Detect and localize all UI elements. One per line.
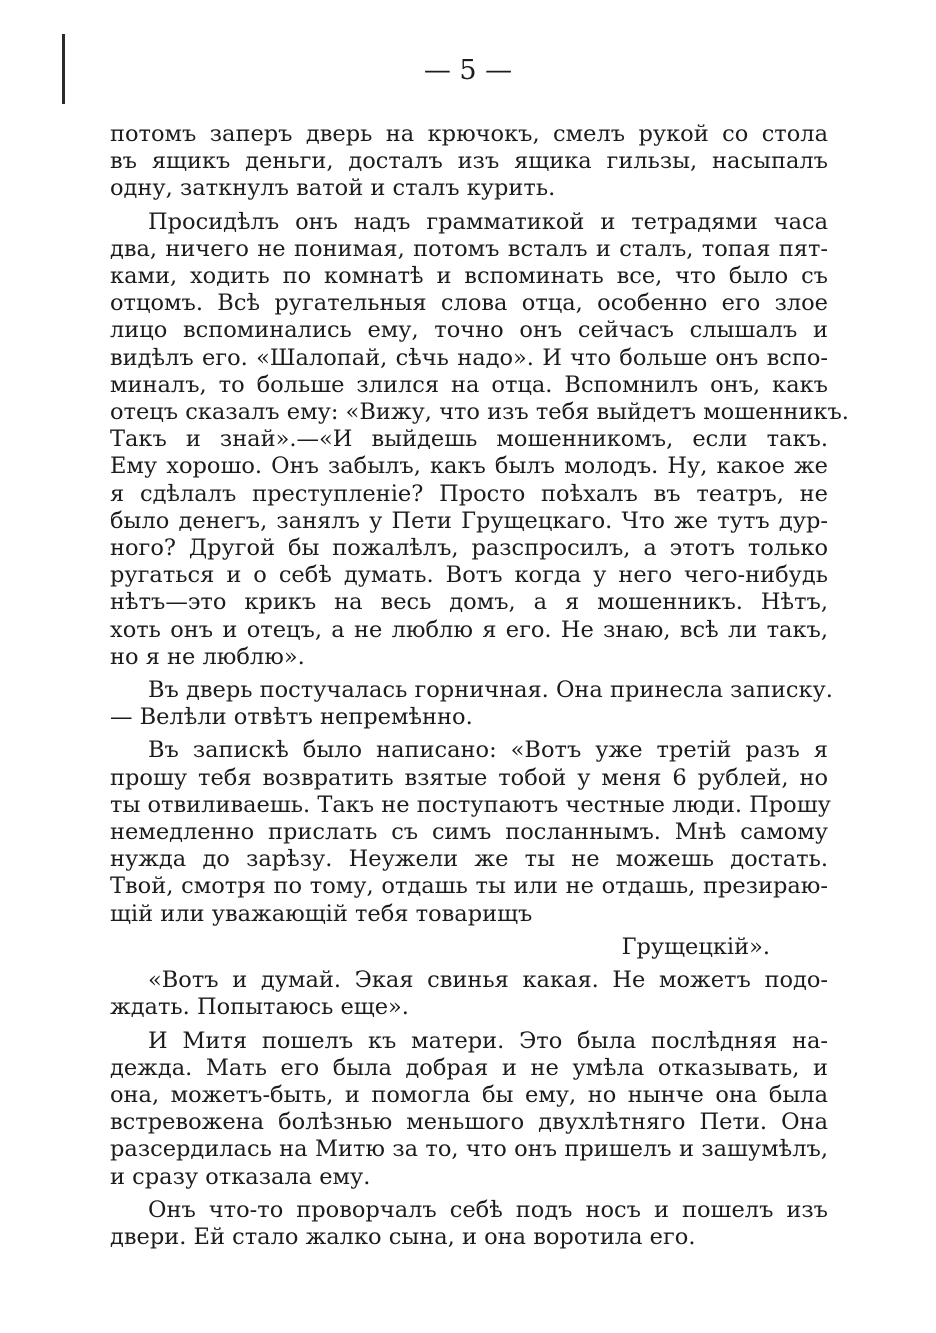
text-line: ками, ходить по комнатѣ и вспоминать все, что было съ	[110, 263, 828, 290]
text-line: Онъ что-то проворчалъ себѣ подъ носъ и пошелъ изъ	[148, 1196, 828, 1223]
text-line: встревожена болѣзнью меньшого двухлѣтняго Пети. Она	[110, 1109, 828, 1136]
text-line: миналъ, то больше злился на отца. Вспомнилъ онъ, какъ	[110, 371, 828, 398]
text-line: нужда до зарѣзу. Неужели же ты не можешь достать.	[110, 846, 828, 873]
paragraph	[110, 737, 831, 927]
text-line: одну, заткнулъ ватой и сталъ курить.	[110, 175, 556, 202]
text-line: Въ запискѣ было написано: «Вотъ уже третій разъ я	[148, 737, 828, 764]
paragraph	[110, 677, 833, 731]
text-line: было денегъ, занялъ у Пети Грущецкаго. Что же тутъ дур-	[110, 507, 828, 534]
text-line: немедленно прислать съ симъ посланнымъ. Мнѣ самому	[110, 819, 828, 846]
paragraph	[110, 1028, 828, 1191]
text-line: ждать. Попытаюсь еще».	[110, 994, 409, 1021]
text-line: щій или уважающій тебя товарищъ	[110, 900, 533, 927]
text-line: лицо вспоминались ему, точно онъ сейчасъ слышалъ и	[110, 317, 828, 344]
text-line: разсердилась на Митю за то, что онъ пришелъ и зашумѣлъ,	[110, 1136, 828, 1163]
text-line: И Митя пошелъ къ матери. Это была послѣдняя на-	[148, 1027, 828, 1054]
text-line: «Вотъ и думай. Экая свинья какая. Не можетъ подо-	[148, 967, 828, 994]
paragraph	[110, 121, 828, 203]
paragraph	[110, 967, 828, 1021]
text-line: потомъ заперъ дверь на крючокъ, смелъ рукой со стола	[110, 121, 828, 147]
text-line: въ ящикъ деньги, досталъ изъ ящика гильзы, насыпалъ	[110, 148, 828, 175]
text-line: отецъ сказалъ ему: «Вижу, что изъ тебя выйдетъ мошенникъ.	[110, 399, 849, 426]
paragraph	[110, 1197, 828, 1251]
text-line: Такъ и знай».—«И выйдешь мошенникомъ, если такъ.	[110, 426, 828, 453]
text-line: два, ничего не понимая, потомъ всталъ и сталъ, топая пят-	[110, 235, 828, 262]
text-line: Въ дверь постучалась горничная. Она принесла записку.	[148, 677, 833, 704]
body-text	[110, 121, 849, 1257]
text-line: Твой, смотря по тому, отдашь ты или не отдашь, презираю-	[110, 873, 828, 900]
text-line: отцомъ. Всѣ ругательныя слова отца, особенно его злое	[110, 290, 828, 317]
text-line: нѣтъ—это крикъ на весь домъ, а я мошенникъ. Нѣтъ,	[110, 589, 828, 616]
text-line: — Велѣли отвѣтъ непремѣнно.	[110, 704, 473, 731]
text-line: ты отвиливаешь. Такъ не поступаютъ честные люди. Прошу	[110, 791, 831, 818]
page-number: — 5 —	[423, 55, 513, 86]
signature: Грущецкій».	[621, 933, 770, 960]
text-line: Ему хорошо. Онъ забылъ, какъ былъ молодъ. Ну, какое же	[110, 453, 828, 480]
text-line: хоть онъ и отецъ, а не люблю я его. Не знаю, всѣ ли такъ,	[110, 616, 828, 643]
text-line: видѣлъ его. «Шалопай, сѣчь надо». И что больше онъ вспо-	[110, 344, 828, 371]
text-line: двери. Ей стало жалко сына, и она воротила его.	[110, 1223, 696, 1250]
text-line: прошу тебя возвратить взятые тобой у меня 6 рублей, но	[110, 764, 828, 791]
text-line: но я не люблю».	[110, 643, 305, 670]
text-line: ного? Другой бы пожалѣлъ, разспросилъ, а этотъ только	[110, 535, 828, 562]
text-line: и сразу отказала ему.	[110, 1163, 371, 1190]
text-line: ругаться и о себѣ думать. Вотъ когда у него чего-нибудь	[110, 562, 828, 589]
text-line: Просидѣлъ онъ надъ грамматикой и тетрадями часа	[148, 208, 828, 235]
paragraph	[110, 208, 849, 671]
text-line: я сдѣлалъ преступленіе? Просто поѣхалъ въ театръ, не	[110, 480, 828, 507]
text-line: она, можетъ-быть, и помогла бы ему, но нынче она была	[110, 1081, 828, 1108]
text-line: дежда. Мать его была добрая и не умѣла отказывать, и	[110, 1054, 828, 1081]
